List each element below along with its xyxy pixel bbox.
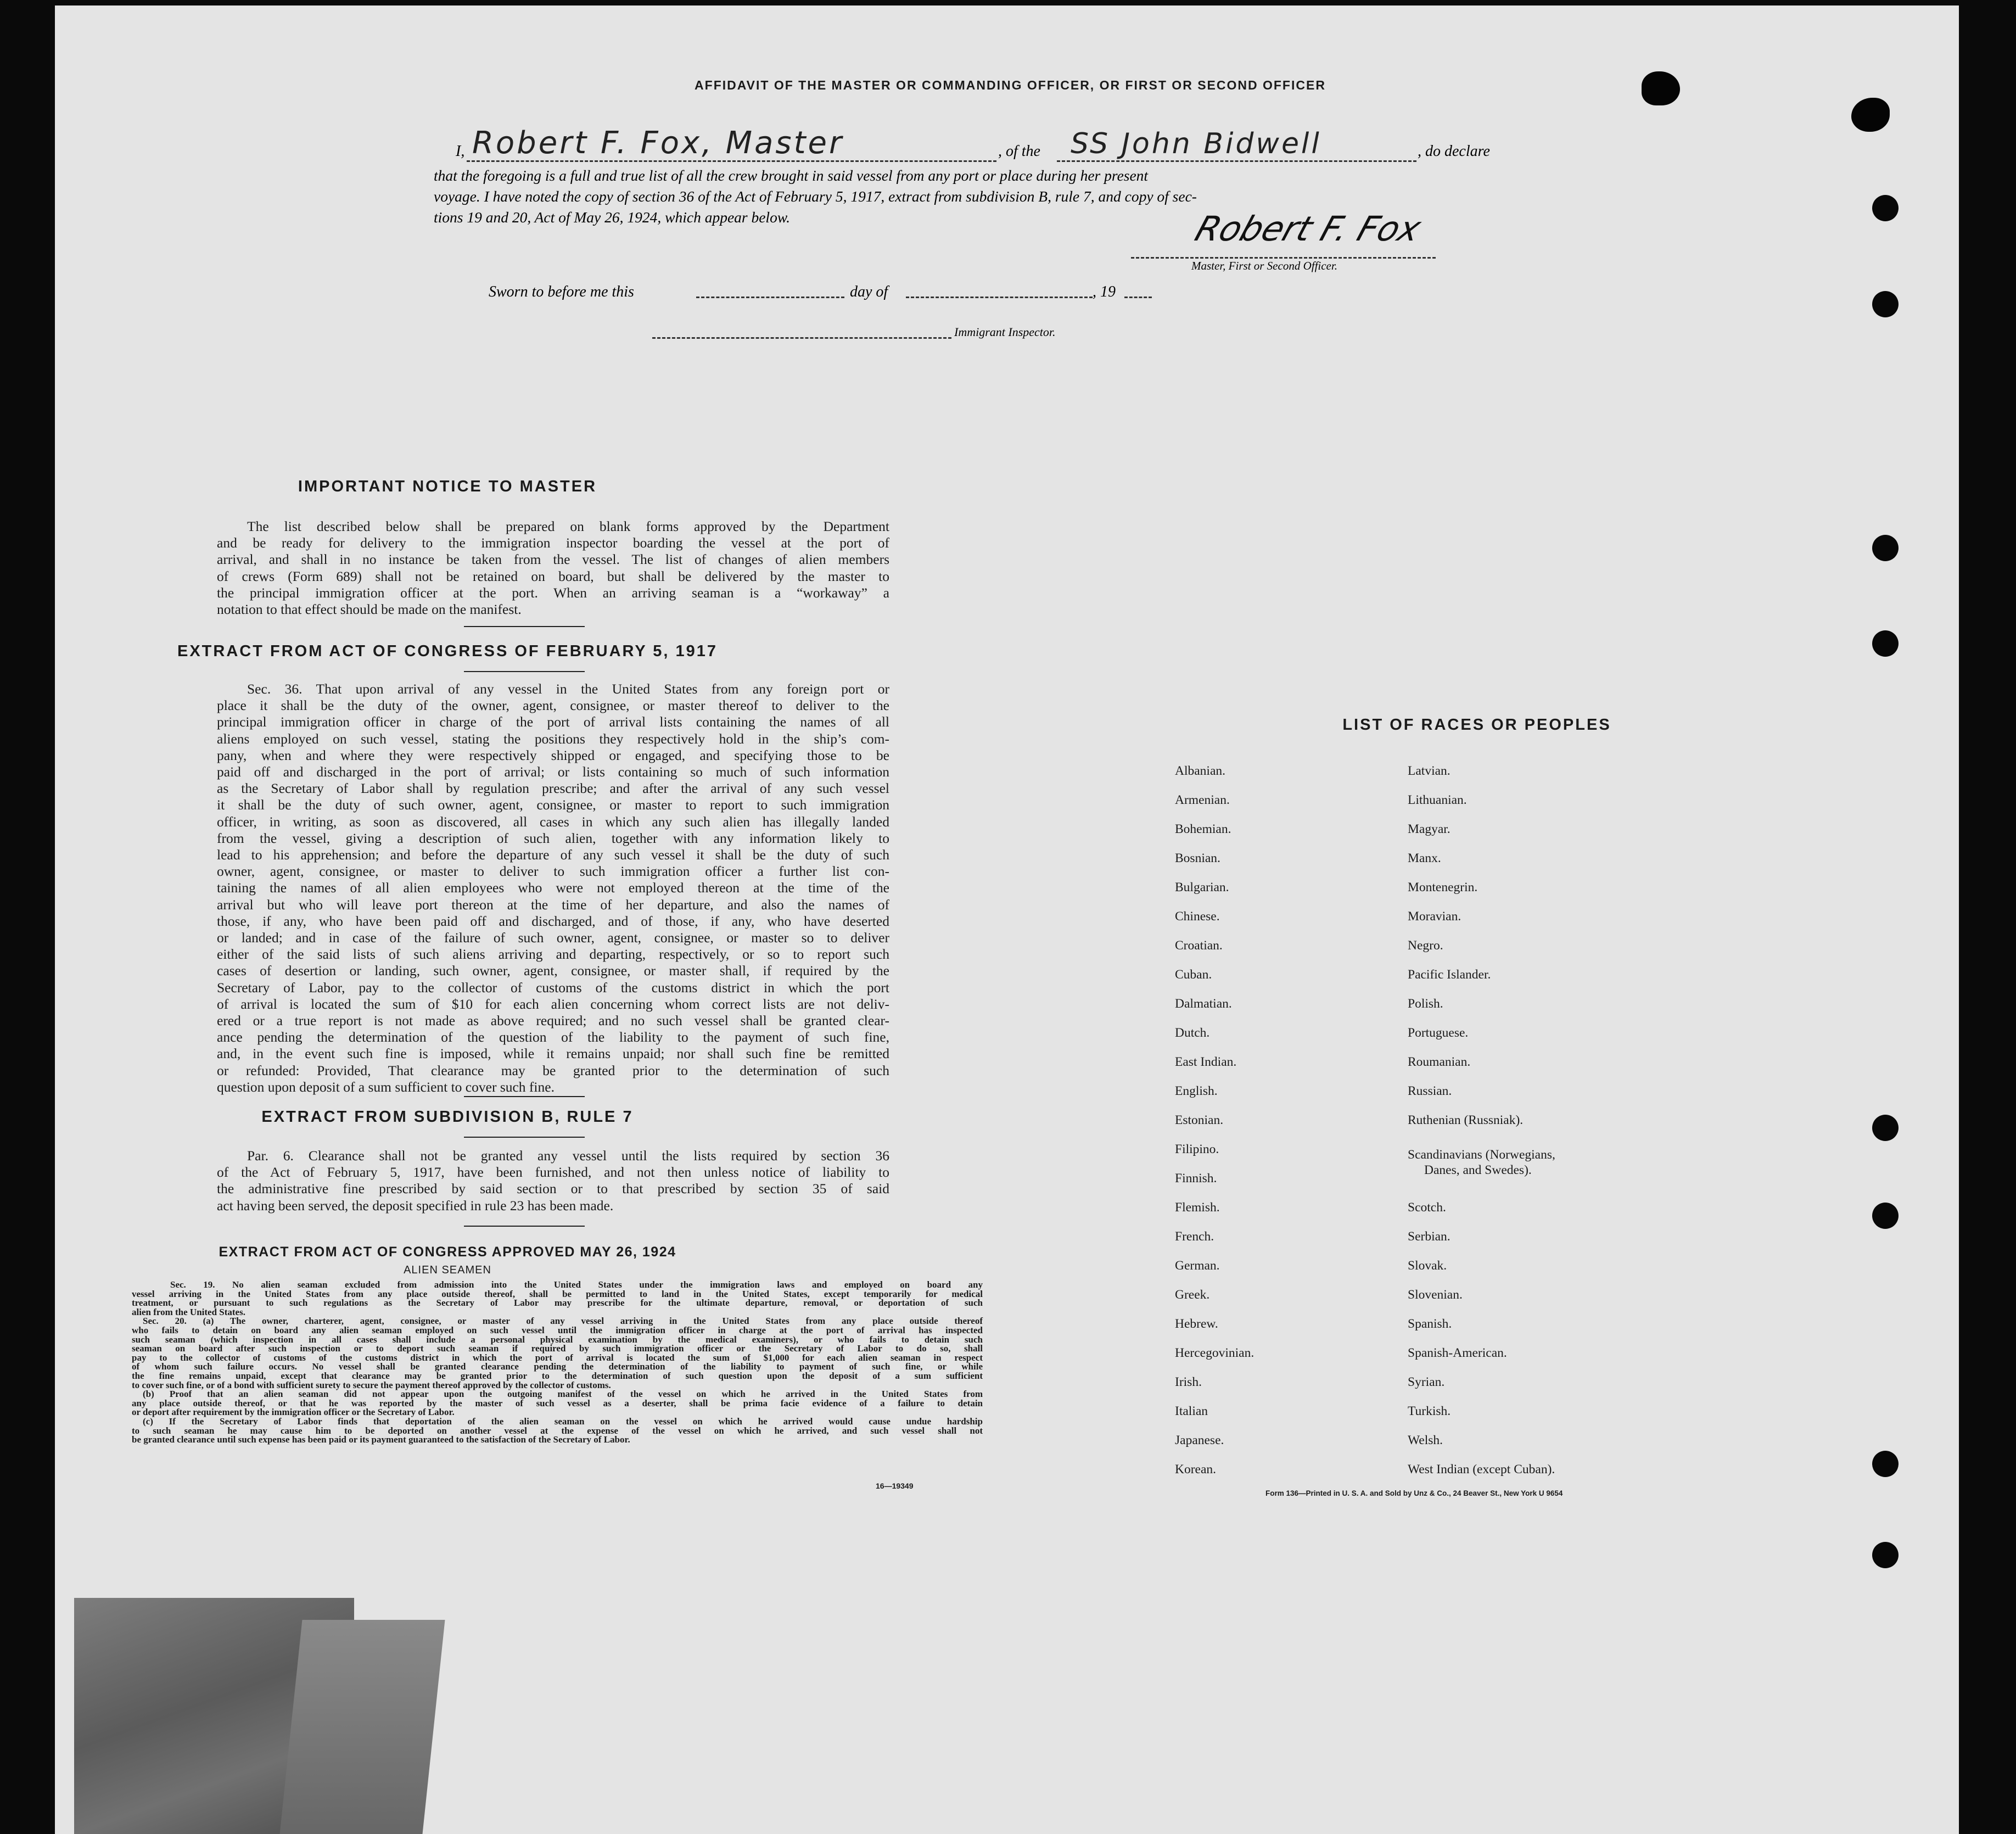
race-item: Hercegovinian. bbox=[1175, 1346, 1255, 1360]
binder-hole bbox=[1872, 1542, 1899, 1568]
race-item: Croatian. bbox=[1175, 938, 1223, 953]
divider bbox=[464, 1226, 585, 1227]
act-1917-line: those, if any, who have been paid off and discharged, and of those, if any, who have deserted bbox=[217, 913, 889, 929]
race-item: Japanese. bbox=[1175, 1433, 1224, 1447]
act-1917-title: EXTRACT FROM ACT OF CONGRESS OF FEBRUARY 5, 1917 bbox=[177, 642, 718, 660]
divider bbox=[464, 1096, 585, 1097]
rule-7-title: EXTRACT FROM SUBDIVISION B, RULE 7 bbox=[261, 1108, 634, 1126]
ink-blot bbox=[1851, 98, 1890, 132]
inspector-line bbox=[652, 337, 951, 339]
affidavit-title: AFFIDAVIT OF THE MASTER OR COMMANDING OFFICER, OR FIRST OR SECOND OFFICER bbox=[695, 78, 1326, 92]
race-item: Flemish. bbox=[1175, 1200, 1220, 1215]
act-1917-line: Secretary of Labor, pay to the collector of customs of the customs district in which the port bbox=[217, 979, 889, 996]
notice-line: of crews (Form 689) shall not be retained on board, but shall be delivered by the master to bbox=[217, 568, 889, 584]
race-item: Scandinavians (Norwegians, bbox=[1408, 1148, 1555, 1162]
sworn-year: , 19 bbox=[1093, 283, 1116, 300]
race-item: Roumanian. bbox=[1408, 1055, 1471, 1069]
act-1917-line: ered or a true report is not made as above required; and no such vessel shall be granted clear- bbox=[217, 1013, 889, 1029]
race-item: Slovenian. bbox=[1408, 1288, 1463, 1302]
act-1917-line: place it shall be the duty of the owner, agent, consignee, or master thereof to deliver to the bbox=[217, 697, 889, 714]
race-item: Polish. bbox=[1408, 997, 1443, 1011]
vessel-name-line bbox=[1057, 160, 1416, 162]
race-item: Bohemian. bbox=[1175, 822, 1231, 836]
act-1924-line: (c) If the Secretary of Labor finds that deportation of the alien seaman on the vessel on which he arrived would cause undue hardship bbox=[143, 1416, 983, 1427]
binder-hole bbox=[1872, 195, 1899, 221]
act-1924-line: (b) Proof that an alien seaman did not appear upon the outgoing manifest of the vessel on which he arrived in the United States from bbox=[143, 1389, 983, 1400]
ink-blot bbox=[1642, 71, 1680, 105]
race-item: Bulgarian. bbox=[1175, 880, 1229, 894]
act-1924-line: be granted clearance until such expense has been paid or its payment guaranteed to the satisfaction of the Secretary of Labor. bbox=[132, 1434, 630, 1445]
act-1924-line: seaman on board after such inspection or to deport such seaman if required by such immigration officer or the Secretary of Labor to do so, shall bbox=[132, 1343, 983, 1354]
sworn-day-of: day of bbox=[850, 283, 888, 300]
race-item: French. bbox=[1175, 1229, 1214, 1244]
race-item: Latvian. bbox=[1408, 764, 1451, 778]
race-item: East Indian. bbox=[1175, 1055, 1237, 1069]
act-1917-body bbox=[217, 681, 889, 1095]
rule-7-line: of the Act of February 5, 1917, have been furnished, and not then unless notice of liability to bbox=[217, 1164, 889, 1181]
act-1917-line: aliens employed on such vessel, stating the positions they respectively hold in the ship’s com- bbox=[217, 730, 889, 747]
master-name-handwritten: Robert F. Fox, Master bbox=[472, 125, 844, 161]
race-item: Pacific Islander. bbox=[1408, 968, 1491, 982]
act-1917-line: as the Secretary of Labor shall by regulation prescribe; and after the arrival of any such vessel bbox=[217, 780, 889, 797]
act-1924-line: to cover such fine, or of a bond with sufficient surety to secure the payment thereof approved by the collector of customs. bbox=[132, 1379, 611, 1390]
notice-line: notation to that effect should be made on the manifest. bbox=[217, 601, 522, 618]
race-item: Bosnian. bbox=[1175, 851, 1220, 865]
race-item: Magyar. bbox=[1408, 822, 1451, 836]
act-1924-line: such seaman (which inspection in all cases shall include a personal physical examination by the medical examiners), or who fails to detain such bbox=[132, 1334, 983, 1345]
race-item: Serbian. bbox=[1408, 1229, 1451, 1244]
binder-hole bbox=[1872, 1203, 1899, 1229]
signature-line bbox=[1131, 257, 1436, 259]
form-sheet bbox=[55, 5, 1959, 1834]
race-item: Welsh. bbox=[1408, 1433, 1443, 1447]
binder-hole bbox=[1872, 1451, 1899, 1477]
act-1917-line: paid off and discharged in the port of arrival; or lists containing so much of such information bbox=[217, 764, 889, 780]
act-1924-line: to such seaman he may cause him to be deported on another vessel at the expense of the vessel on which he arrived, and such vessel shall not bbox=[132, 1425, 983, 1436]
race-item: Italian bbox=[1175, 1404, 1208, 1418]
act-1924-line: Sec. 20. (a) The owner, charterer, agent, consignee, or master of any vessel arriving in the United States from any place outside thereof bbox=[143, 1316, 983, 1327]
race-item: Irish. bbox=[1175, 1375, 1202, 1389]
race-item: Ruthenian (Russniak). bbox=[1408, 1113, 1524, 1127]
declaration-line-3: tions 19 and 20, Act of May 26, 1924, which appear below. bbox=[434, 209, 791, 226]
act-1917-line: arrival but who will leave port thereon at the time of her departure, and also the names of bbox=[217, 896, 889, 913]
vessel-name-handwritten: SS John Bidwell bbox=[1071, 127, 1321, 160]
act-1924-line: the fine remains unpaid, except that clearance may be granted prior to the determination of such question upon the deposit of a sum sufficient bbox=[132, 1370, 983, 1381]
divider bbox=[464, 671, 585, 672]
race-item: Lithuanian. bbox=[1408, 793, 1467, 807]
act-1924-line: Sec. 19. No alien seaman excluded from admission into the United States under the immigration laws and employed on board any bbox=[170, 1279, 983, 1290]
race-item: Moravian. bbox=[1408, 909, 1461, 924]
rule-7-line: Par. 6. Clearance shall not be granted any vessel until the lists required by section 36 bbox=[247, 1148, 889, 1164]
act-1924-code: 16—19349 bbox=[876, 1481, 914, 1490]
act-1924-line: of whom such failure occurs. No vessel shall be granted clearance pending the determination of the liability to payment of such fine, or while bbox=[132, 1361, 983, 1372]
race-item: Scotch. bbox=[1408, 1200, 1446, 1215]
act-1924-line: or deport after requirement by the immigration officer or the Secretary of Labor. bbox=[132, 1407, 455, 1418]
affidavit-i: I, bbox=[456, 143, 465, 160]
inspector-caption: Immigrant Inspector. bbox=[954, 325, 1056, 339]
act-1917-line: of arrival is located the sum of $10 for each alien concerning whom correct lists are not deliv- bbox=[217, 996, 889, 1012]
sworn-year-line bbox=[1124, 297, 1152, 298]
race-item: Syrian. bbox=[1408, 1375, 1445, 1389]
act-1917-line: question upon deposit of a sum sufficient to cover such fine. bbox=[217, 1078, 555, 1095]
tape-patch bbox=[280, 1620, 445, 1834]
officer-signature: Robert F. Fox bbox=[1190, 209, 1426, 249]
sworn-date-line bbox=[696, 297, 844, 298]
form-footer-note: Form 136—Printed in U. S. A. and Sold by Unz & Co., 24 Beaver St., New York U 9654 bbox=[1265, 1489, 1563, 1497]
race-item: Finnish. bbox=[1175, 1171, 1217, 1186]
act-1917-line: and, in the event such fine is imposed, while it remains unpaid; nor shall such fine be remitted bbox=[217, 1045, 889, 1062]
race-item: Portuguese. bbox=[1408, 1026, 1469, 1040]
race-item: Turkish. bbox=[1408, 1404, 1451, 1418]
sworn-month-line bbox=[906, 297, 1093, 298]
race-item: Filipino. bbox=[1175, 1142, 1219, 1156]
act-1924-line: pay to the collector of customs of the customs district in which the port of arrival is located the sum of $1,000 for each alien seaman in respect bbox=[132, 1352, 983, 1363]
rule-7-body bbox=[217, 1148, 889, 1214]
act-1917-line: lead to his apprehension; and before the departure of any such vessel it shall be the duty of such bbox=[217, 847, 889, 863]
race-item: German. bbox=[1175, 1259, 1220, 1273]
act-1917-line: taining the names of all alien employees who were not employed thereon at the time of the bbox=[217, 880, 889, 896]
binder-hole bbox=[1872, 535, 1899, 561]
notice-body bbox=[217, 518, 889, 618]
affidavit-of-the: , of the bbox=[998, 143, 1040, 160]
race-item: Estonian. bbox=[1175, 1113, 1224, 1127]
race-item: Russian. bbox=[1408, 1084, 1452, 1098]
act-1917-line: from the vessel, giving a description of such alien, together with any information likely to bbox=[217, 830, 889, 846]
race-item: Albanian. bbox=[1175, 764, 1226, 778]
races-title: LIST OF RACES OR PEOPLES bbox=[1342, 716, 1611, 734]
act-1917-line: owner, agent, consignee, or master to deliver to such immigration officer a further list con- bbox=[217, 863, 889, 880]
act-1924-line: treatment, or pursuant to such regulations as the Secretary of Labor may prescribe for the ultimate departure, removal, or deportation of such bbox=[132, 1298, 983, 1309]
race-item: Dalmatian. bbox=[1175, 997, 1232, 1011]
sworn-prefix: Sworn to before me this bbox=[489, 283, 634, 300]
act-1917-line: officer, in writing, as soon as discovered, all cases in which any such alien has illegally landed bbox=[217, 813, 889, 830]
act-1924-line: any place outside thereof, or that he was reported by the master of such vessel as a deserter, shall be prima facie evidence of a failure to detain bbox=[132, 1397, 983, 1408]
divider bbox=[464, 1137, 585, 1138]
act-1924-subtitle: ALIEN SEAMEN bbox=[404, 1264, 491, 1276]
race-item: Spanish. bbox=[1408, 1317, 1452, 1331]
binder-hole bbox=[1872, 291, 1899, 317]
race-item: Negro. bbox=[1408, 938, 1443, 953]
act-1917-line: principal immigration officer in charge of the port of arrival lists containing the names of all bbox=[217, 714, 889, 730]
race-item: English. bbox=[1175, 1084, 1218, 1098]
race-item: Cuban. bbox=[1175, 968, 1212, 982]
act-1917-line: ance pending the determination of the question of the liability to the payment of such fine, bbox=[217, 1029, 889, 1045]
race-item: Dutch. bbox=[1175, 1026, 1210, 1040]
notice-line: the principal immigration officer at the port. When an arriving seaman is a “workaway” a bbox=[217, 584, 889, 601]
divider bbox=[464, 626, 585, 627]
act-1917-line: pany, when and where they were respectively shipped or engaged, and specifying those to be bbox=[217, 747, 889, 763]
act-1924-line: vessel arriving in the United States from any place outside thereof, shall be permitted to land in the United States, except temporarily for medical bbox=[132, 1288, 983, 1299]
rule-7-line: act having been served, the deposit specified in rule 23 has been made. bbox=[217, 1197, 614, 1214]
notice-title: IMPORTANT NOTICE TO MASTER bbox=[298, 478, 597, 495]
notice-line: and be ready for delivery to the immigration inspector boarding the vessel at the port of bbox=[217, 535, 889, 551]
race-item: Spanish-American. bbox=[1408, 1346, 1507, 1360]
act-1917-line: it shall be the duty of such owner, agent, consignee, or master to report to such immigration bbox=[217, 797, 889, 813]
race-item: Manx. bbox=[1408, 851, 1441, 865]
race-item: Armenian. bbox=[1175, 793, 1230, 807]
act-1917-line: cases of desertion or landing, such owner, agent, consignee, or master shall, if required by the bbox=[217, 963, 889, 979]
race-item: Korean. bbox=[1175, 1462, 1217, 1477]
declaration-line-1: that the foregoing is a full and true list of all the crew brought in said vessel from any port or place during her present bbox=[434, 167, 1149, 184]
race-item: Greek. bbox=[1175, 1288, 1210, 1302]
notice-line: The list described below shall be prepared on blank forms approved by the Department bbox=[247, 518, 889, 534]
act-1924-body bbox=[132, 1281, 983, 1445]
declaration-line-2: voyage. I have noted the copy of section 36 of the Act of February 5, 1917, extract from subdivision B, rule 7, and copy of sec- bbox=[434, 188, 1197, 205]
race-item: Chinese. bbox=[1175, 909, 1220, 924]
act-1924-title: EXTRACT FROM ACT OF CONGRESS APPROVED MAY 26, 1924 bbox=[219, 1244, 676, 1260]
race-item: Hebrew. bbox=[1175, 1317, 1218, 1331]
act-1924-line: who fails to detain on board any alien seaman employed on such vessel until the immigration officer in charge at the port of arrival has inspected bbox=[132, 1324, 983, 1335]
race-item: West Indian (except Cuban). bbox=[1408, 1462, 1555, 1477]
act-1917-line: or refunded: Provided, That clearance may be granted prior to the determination of such bbox=[217, 1062, 889, 1078]
act-1917-line: either of the said lists of such aliens arriving and departing, respectively, or so to report such bbox=[217, 946, 889, 963]
rule-7-line: the administrative fine prescribed by said section or to that prescribed by section 35 of said bbox=[217, 1181, 889, 1197]
master-name-line bbox=[467, 160, 996, 162]
binder-hole bbox=[1872, 1115, 1899, 1141]
race-item: Montenegrin. bbox=[1408, 880, 1478, 894]
signature-caption: Master, First or Second Officer. bbox=[1191, 259, 1337, 272]
race-item: Danes, and Swedes). bbox=[1424, 1163, 1532, 1177]
act-1917-line: or landed; and in case of the failure of such owner, agent, consignee, or master so to deliver bbox=[217, 930, 889, 946]
act-1924-line: alien from the United States. bbox=[132, 1306, 245, 1317]
race-item: Slovak. bbox=[1408, 1259, 1447, 1273]
affidavit-do-declare: , do declare bbox=[1418, 143, 1490, 160]
act-1917-line: Sec. 36. That upon arrival of any vessel in the United States from any foreign port or bbox=[247, 681, 889, 697]
binder-hole bbox=[1872, 630, 1899, 657]
notice-line: arrival, and shall in no instance be taken from the vessel. The list of changes of alien members bbox=[217, 551, 889, 568]
